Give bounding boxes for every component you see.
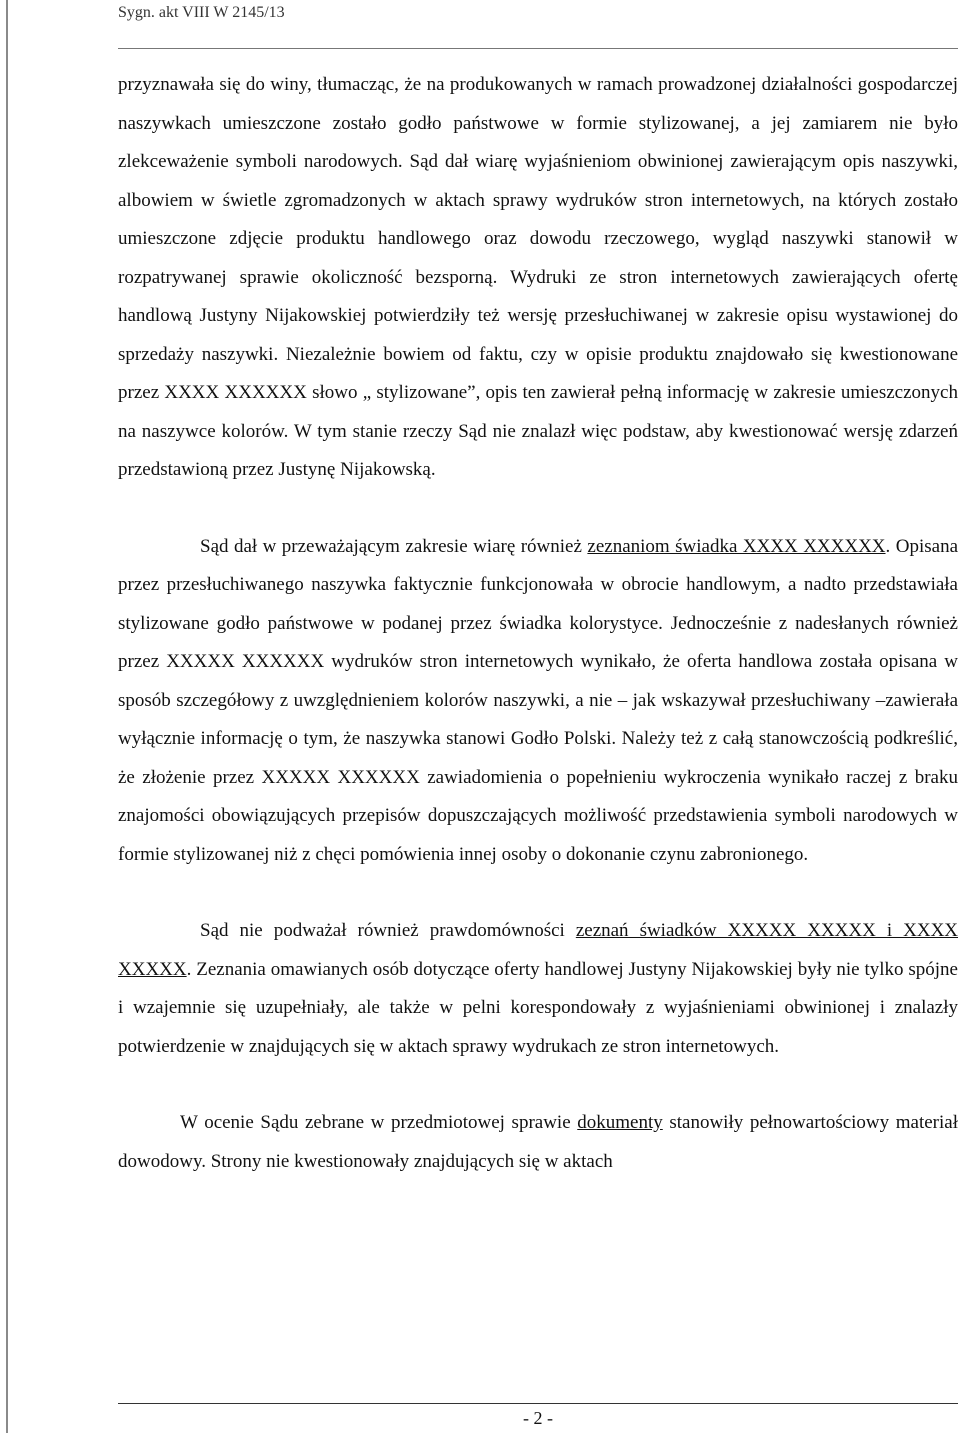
paragraph-3-text-end: . Zeznania omawianych osób dotyczące oferty handlowej Justyny Nijakowskiej były nie tylko spójne i wzajemnie się uzupełniały, ale także w pelni korespondowały z wyjaśnieniami obwinionej i znalazły potwierdzenie w znajdujących się w aktach sprawy wydrukach ze stron internetowych. — [118, 958, 958, 1057]
paragraph-3 — [118, 912, 958, 1066]
document-body — [118, 66, 958, 1181]
witness-testimony-reference: zeznaniom świadka XXXX XXXXXX — [587, 535, 886, 557]
paragraph-2-text-start: Sąd dał w przeważającym zakresie wiarę również — [200, 535, 588, 557]
page-number: - 2 - — [523, 1408, 553, 1428]
paragraph-1: przyznawała się do winy, tłumacząc, że na produkowanych w ramach prowadzonej działalności gospodarczej naszywkach umieszczone zostało godło państwowe w formie stylizowanej, a jej zamiarem nie było zlekceważenie symboli narodowych. Sąd dał wiarę wyjaśnieniom obwinionej zawierającym opis naszywki, albowiem w świetle zgromadzonych w aktach sprawy wydruków stron internetowych, na których zostało umieszczone zdjęcie produktu handlowego oraz dowodu rzeczowego, wygląd naszywki stanowił w rozpatrywanej sprawie okoliczność bezsporną. Wydruki ze stron internetowych zawierających ofertę handlową Justyny Nijakowskiej potwierdziły też wersję przesłuchiwanej w zakresie opisu wystawionej do sprzedaży naszywki. Niezależnie bowiem od faktu, czy w opisie produktu znajdowało się kwestionowane przez XXXX XXXXXX słowo „ stylizowane”, opis ten zawierał pełną informację w zakresie umieszczonych na naszywce kolorów. W tym stanie rzeczy Sąd nie znalazł więc podstaw, aby kwestionować wersję zdarzeń przedstawioną przez Justynę Nijakowską. — [118, 74, 958, 480]
left-margin-rule — [6, 0, 8, 1433]
case-signature: Sygn. akt VIII W 2145/13 — [118, 4, 285, 21]
footer-divider — [118, 1403, 958, 1404]
witnesses-testimony-reference: zeznań świadków XXXXX XXXXX i XXXX XXXXX — [118, 920, 959, 980]
paragraph-2-text-end: . Opisana przez przesłuchiwanego naszywka faktycznie funkcjonowała w obrocie handlowym, a nadto przedstawiała stylizowane godło państwowe w podanej przez świadka kolorystyce. Jednocześnie z nadesłanych również przez XXXXX XXXXXX wydruków stron internetowych wynikało, że oferta handlowa została opisana w sposób szczegółowy z uwzględnieniem kolorów naszywki, a nie – jak wskazywał przesłuchiwany –zawierała wyłącznie informację o tym, że naszywka stanowi Godło Polski. Należy też z całą stanowczością podkreślić, że złożenie przez XXXXX XXXXXX zawiadomienia o popełnieniu wykroczenia wynikało raczej z braku znajomości obowiązujących przepisów dopuszczających możliwość przedstawienia symboli narodowych w formie stylizowanej niż z chęci pomówienia innej osoby o dokonanie czynu zabronionego. — [118, 535, 958, 865]
paragraph-4-text-end: stanowiły pełnowartościowy materiał dowodowy. Strony nie kwestionowały znajdujących się w aktach — [118, 1112, 958, 1172]
paragraph-2 — [118, 528, 958, 875]
paragraph-4 — [118, 1104, 958, 1181]
documents-reference: dokumenty — [577, 1112, 663, 1133]
paragraph-3-text-start: Sąd nie podważał również prawdomówności — [200, 920, 576, 941]
header-divider — [118, 48, 958, 49]
paragraph-4-text-start: W ocenie Sądu zebrane w przedmiotowej sprawie — [180, 1112, 578, 1133]
